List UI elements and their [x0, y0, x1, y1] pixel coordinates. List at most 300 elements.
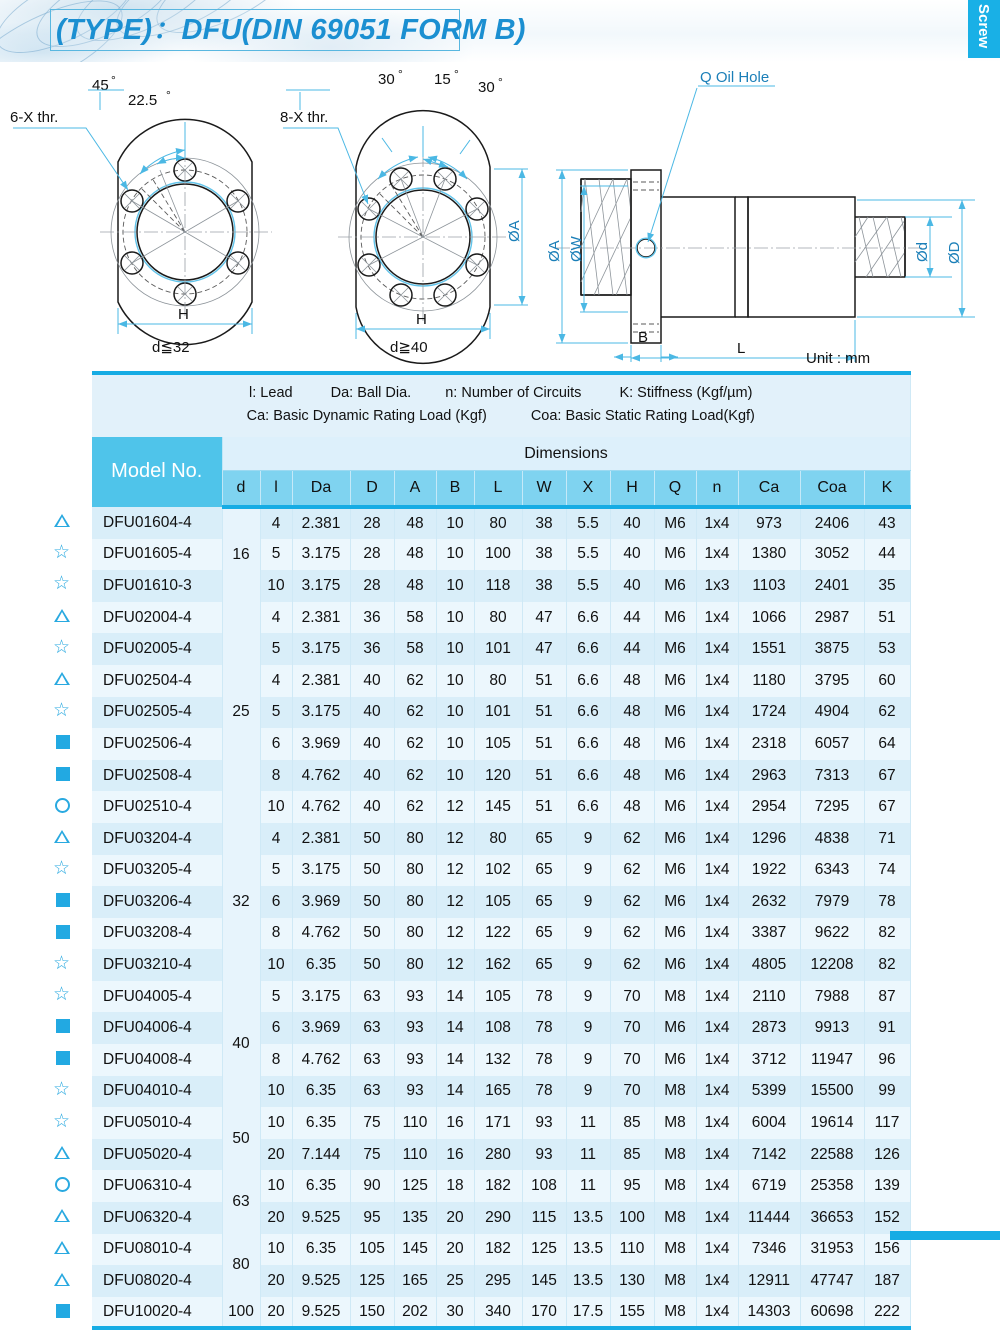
- table-row: [92, 570, 910, 602]
- cell-l: 20: [260, 1297, 292, 1329]
- cell-coa: 7988: [800, 981, 864, 1013]
- cell-coa: 15500: [800, 1076, 864, 1108]
- cell-d: 63: [350, 1076, 394, 1108]
- cell-ca: 5399: [738, 1076, 800, 1108]
- cell-x: 6.6: [566, 697, 610, 729]
- cell-ca: 14303: [738, 1297, 800, 1329]
- cell-l: 5: [260, 539, 292, 571]
- cell-a: 165: [394, 1265, 436, 1297]
- header-model-no: Model No.: [92, 437, 222, 507]
- cell-h: 62: [610, 949, 654, 981]
- cell-coa: 2406: [800, 507, 864, 539]
- cell-model-no: DFU02508-4: [92, 760, 222, 792]
- cell-l: 4: [260, 665, 292, 697]
- cell-da: 6.35: [292, 949, 350, 981]
- legend-ball-dia: Da: Ball Dia.: [330, 385, 412, 401]
- cell-b: 12: [436, 823, 474, 855]
- cell-k: 82: [864, 918, 910, 950]
- cell-coa: 11947: [800, 1044, 864, 1076]
- table-row: [92, 1107, 910, 1139]
- side-tab-label: Screw: [975, 4, 992, 49]
- cell-x: 9: [566, 1044, 610, 1076]
- header-dimensions: Dimensions: [222, 437, 910, 471]
- star-marker-icon: ☆: [52, 984, 70, 1006]
- cell-ca: 12911: [738, 1265, 800, 1297]
- caption-d-small: d≦32: [152, 339, 190, 356]
- cell-q: M6: [654, 760, 696, 792]
- cell-b: 12: [436, 855, 474, 887]
- header-col-b: B: [436, 471, 474, 507]
- square-marker-icon: [56, 767, 70, 781]
- cell-q: M6: [654, 602, 696, 634]
- spec-table: [92, 371, 911, 1330]
- cell-n: 1x4: [696, 1265, 738, 1297]
- cell-l: 10: [260, 1234, 292, 1266]
- h-label-small: H: [178, 306, 189, 323]
- cell-da: 7.144: [292, 1139, 350, 1171]
- cell-b: 16: [436, 1107, 474, 1139]
- cell-b: 12: [436, 886, 474, 918]
- cell-da: 3.175: [292, 981, 350, 1013]
- header-col-k: K: [864, 471, 910, 507]
- caption-d-large: d≧40: [390, 339, 428, 356]
- cell-n: 1x4: [696, 602, 738, 634]
- row-marker: [0, 1168, 92, 1200]
- cell-da: 6.35: [292, 1107, 350, 1139]
- header-col-q: Q: [654, 471, 696, 507]
- cell-x: 11: [566, 1170, 610, 1202]
- cell-k: 53: [864, 633, 910, 665]
- cell-k: 117: [864, 1107, 910, 1139]
- cell-d: 63: [350, 981, 394, 1013]
- angle-30-left-label: 30: [378, 71, 395, 88]
- triangle-marker-icon: [54, 514, 70, 527]
- cell-a: 62: [394, 791, 436, 823]
- cell-x: 6.6: [566, 728, 610, 760]
- cell-coa: 60698: [800, 1297, 864, 1329]
- cell-b: 10: [436, 602, 474, 634]
- table-row: [92, 697, 910, 729]
- cell-ca: 1103: [738, 570, 800, 602]
- cell-ca: 1296: [738, 823, 800, 855]
- star-marker-icon: ☆: [52, 1110, 70, 1132]
- cell-a: 80: [394, 918, 436, 950]
- cell-ca: 1066: [738, 602, 800, 634]
- cell-q: M6: [654, 855, 696, 887]
- cell-n: 1x4: [696, 1297, 738, 1329]
- cell-da: 3.969: [292, 886, 350, 918]
- legend-stiffness: K: Stiffness (Kgf/µm): [619, 385, 753, 401]
- cell-d: 40: [350, 665, 394, 697]
- row-marker: [0, 1232, 92, 1264]
- screw-thread-right: [855, 217, 905, 277]
- row-marker: [0, 695, 92, 727]
- square-marker-icon: [56, 1019, 70, 1033]
- cell-l: 295: [474, 1265, 522, 1297]
- cell-d: 75: [350, 1107, 394, 1139]
- table-row: [92, 1297, 910, 1329]
- cell-model-no: DFU03206-4: [92, 886, 222, 918]
- cell-l: 10: [260, 1107, 292, 1139]
- diameter-d-small-label: Ød: [914, 241, 931, 262]
- cell-d: 36: [350, 633, 394, 665]
- row-marker: [0, 1200, 92, 1232]
- legend-circuits: n: Number of Circuits: [445, 385, 582, 401]
- cell-da: 6.35: [292, 1170, 350, 1202]
- cell-model-no: DFU01604-4: [92, 507, 222, 539]
- cell-b: 20: [436, 1234, 474, 1266]
- cell-n: 1x4: [696, 791, 738, 823]
- cell-a: 125: [394, 1170, 436, 1202]
- cell-l: 5: [260, 981, 292, 1013]
- cell-h: 44: [610, 602, 654, 634]
- cell-x: 13.5: [566, 1265, 610, 1297]
- cell-b: 10: [436, 697, 474, 729]
- cell-d: 36: [350, 602, 394, 634]
- cell-w: 93: [522, 1139, 566, 1171]
- cell-a: 80: [394, 855, 436, 887]
- cell-x: 13.5: [566, 1234, 610, 1266]
- cell-k: 82: [864, 949, 910, 981]
- l-label: L: [737, 340, 746, 357]
- triangle-marker-icon: [54, 1241, 70, 1254]
- cell-h: 110: [610, 1234, 654, 1266]
- cell-q: M6: [654, 539, 696, 571]
- cell-k: 78: [864, 886, 910, 918]
- cell-w: 51: [522, 665, 566, 697]
- cell-model-no: DFU03204-4: [92, 823, 222, 855]
- cell-d: 28: [350, 570, 394, 602]
- cell-d: 63: [350, 1044, 394, 1076]
- cell-n: 1x4: [696, 539, 738, 571]
- cell-shaft-diameter: 40: [222, 981, 260, 1107]
- cell-a: 110: [394, 1139, 436, 1171]
- cell-da: 9.525: [292, 1265, 350, 1297]
- row-marker: [0, 1105, 92, 1137]
- cell-da: 6.35: [292, 1076, 350, 1108]
- cell-ca: 2110: [738, 981, 800, 1013]
- svg-text:°: °: [166, 88, 171, 102]
- cell-l: 6: [260, 1012, 292, 1044]
- cell-ca: 1551: [738, 633, 800, 665]
- cell-model-no: DFU04008-4: [92, 1044, 222, 1076]
- table-row: [92, 665, 910, 697]
- cell-b: 25: [436, 1265, 474, 1297]
- cell-x: 6.6: [566, 791, 610, 823]
- table-row: [92, 507, 910, 539]
- header-col-l: L: [474, 471, 522, 507]
- cell-b: 30: [436, 1297, 474, 1329]
- cell-d: 28: [350, 539, 394, 571]
- cell-d: 50: [350, 823, 394, 855]
- cell-h: 130: [610, 1265, 654, 1297]
- angle-22-5-label: 22.5: [128, 92, 158, 109]
- cell-x: 6.6: [566, 633, 610, 665]
- cell-l: 20: [260, 1265, 292, 1297]
- square-marker-icon: [56, 1304, 70, 1318]
- cell-coa: 4904: [800, 697, 864, 729]
- cell-l: 145: [474, 791, 522, 823]
- cell-a: 80: [394, 823, 436, 855]
- cell-w: 38: [522, 539, 566, 571]
- cell-x: 9: [566, 1012, 610, 1044]
- cell-k: 222: [864, 1297, 910, 1329]
- cell-h: 70: [610, 1076, 654, 1108]
- cell-a: 48: [394, 570, 436, 602]
- cell-l: 5: [260, 633, 292, 665]
- triangle-marker-icon: [54, 830, 70, 843]
- cell-x: 11: [566, 1107, 610, 1139]
- cell-shaft-diameter: 80: [222, 1234, 260, 1297]
- cell-w: 78: [522, 981, 566, 1013]
- svg-text:°: °: [498, 75, 503, 89]
- cell-b: 14: [436, 1012, 474, 1044]
- technical-drawings: [0, 62, 1000, 367]
- cell-h: 70: [610, 1044, 654, 1076]
- cell-ca: 3712: [738, 1044, 800, 1076]
- cell-h: 85: [610, 1107, 654, 1139]
- cell-x: 5.5: [566, 570, 610, 602]
- cell-q: M6: [654, 886, 696, 918]
- triangle-marker-icon: [54, 672, 70, 685]
- cell-l: 4: [260, 602, 292, 634]
- cell-x: 9: [566, 918, 610, 950]
- table-row: [92, 949, 910, 981]
- header-col-w: W: [522, 471, 566, 507]
- cell-l: 8: [260, 918, 292, 950]
- header-col-ca: Ca: [738, 471, 800, 507]
- cell-d: 28: [350, 507, 394, 539]
- header-row-group: [92, 437, 910, 471]
- cell-l: 10: [260, 791, 292, 823]
- marker-column: [0, 505, 92, 1326]
- cell-model-no: DFU04005-4: [92, 981, 222, 1013]
- header-col-h: H: [610, 471, 654, 507]
- legend-static-load: Coa: Basic Static Rating Load(Kgf): [530, 408, 755, 425]
- svg-text:°: °: [454, 67, 459, 81]
- row-marker: [0, 1042, 92, 1074]
- cell-x: 6.6: [566, 665, 610, 697]
- cell-da: 3.175: [292, 855, 350, 887]
- cell-d: 90: [350, 1170, 394, 1202]
- cell-d: 40: [350, 728, 394, 760]
- row-marker: [0, 758, 92, 790]
- cell-l: 182: [474, 1170, 522, 1202]
- cell-da: 2.381: [292, 507, 350, 539]
- triangle-marker-icon: [54, 1146, 70, 1159]
- row-marker: [0, 568, 92, 600]
- cell-d: 125: [350, 1265, 394, 1297]
- cell-n: 1x4: [696, 1076, 738, 1108]
- cell-da: 4.762: [292, 791, 350, 823]
- side-tab-screw[interactable]: [968, 0, 1000, 58]
- cell-q: M8: [654, 1139, 696, 1171]
- cell-a: 202: [394, 1297, 436, 1329]
- cell-n: 1x4: [696, 507, 738, 539]
- cell-x: 9: [566, 855, 610, 887]
- cell-model-no: DFU01605-4: [92, 539, 222, 571]
- cell-l: 132: [474, 1044, 522, 1076]
- cell-h: 48: [610, 697, 654, 729]
- cell-coa: 7979: [800, 886, 864, 918]
- cell-h: 48: [610, 760, 654, 792]
- page-title: (TYPE)：DFU(DIN 69051 FORM B): [56, 14, 526, 46]
- row-marker: [0, 1137, 92, 1169]
- cell-w: 38: [522, 570, 566, 602]
- cell-ca: 2954: [738, 791, 800, 823]
- cell-w: 93: [522, 1107, 566, 1139]
- row-marker: [0, 726, 92, 758]
- star-marker-icon: ☆: [52, 636, 70, 658]
- cell-l: 100: [474, 539, 522, 571]
- cell-model-no: DFU01610-3: [92, 570, 222, 602]
- cell-l: 4: [260, 823, 292, 855]
- cell-l: 171: [474, 1107, 522, 1139]
- cell-a: 80: [394, 949, 436, 981]
- cell-da: 4.762: [292, 1044, 350, 1076]
- cell-l: 5: [260, 697, 292, 729]
- cell-l: 4: [260, 507, 292, 539]
- row-marker: [0, 1295, 92, 1327]
- cell-h: 48: [610, 665, 654, 697]
- cell-q: M6: [654, 665, 696, 697]
- cell-coa: 47747: [800, 1265, 864, 1297]
- cell-b: 10: [436, 570, 474, 602]
- cell-coa: 31953: [800, 1234, 864, 1266]
- cell-x: 9: [566, 949, 610, 981]
- cell-h: 40: [610, 570, 654, 602]
- table-row: [92, 602, 910, 634]
- cell-q: M8: [654, 981, 696, 1013]
- cell-h: 40: [610, 507, 654, 539]
- triangle-marker-icon: [54, 1209, 70, 1222]
- angle-30-right-label: 30: [478, 79, 495, 96]
- row-marker: [0, 537, 92, 569]
- cell-coa: 2987: [800, 602, 864, 634]
- cell-q: M8: [654, 1107, 696, 1139]
- cell-model-no: DFU06310-4: [92, 1170, 222, 1202]
- cell-b: 10: [436, 633, 474, 665]
- cell-b: 14: [436, 981, 474, 1013]
- cell-a: 93: [394, 1012, 436, 1044]
- star-marker-icon: ☆: [52, 573, 70, 595]
- header-col-x: X: [566, 471, 610, 507]
- cell-da: 3.175: [292, 570, 350, 602]
- footer-accent-bar: [890, 1231, 1000, 1240]
- cell-a: 93: [394, 1044, 436, 1076]
- cell-w: 51: [522, 728, 566, 760]
- circle-marker-icon: [55, 1177, 70, 1192]
- cell-n: 1x4: [696, 1044, 738, 1076]
- cell-a: 62: [394, 665, 436, 697]
- cell-l: 102: [474, 855, 522, 887]
- cell-l: 105: [474, 886, 522, 918]
- cell-h: 48: [610, 791, 654, 823]
- cell-b: 10: [436, 665, 474, 697]
- cell-a: 135: [394, 1202, 436, 1234]
- cell-n: 1x3: [696, 570, 738, 602]
- table-row: [92, 760, 910, 792]
- cell-b: 18: [436, 1170, 474, 1202]
- spec-table-body: [92, 507, 910, 1328]
- cell-da: 3.175: [292, 697, 350, 729]
- oil-hole-label: Q Oil Hole: [700, 69, 770, 86]
- cell-b: 20: [436, 1202, 474, 1234]
- cell-l: 20: [260, 1139, 292, 1171]
- cell-n: 1x4: [696, 1139, 738, 1171]
- cell-k: 44: [864, 539, 910, 571]
- cell-x: 5.5: [566, 507, 610, 539]
- cell-b: 10: [436, 728, 474, 760]
- square-marker-icon: [56, 925, 70, 939]
- cell-shaft-diameter: 25: [222, 602, 260, 823]
- cell-k: 139: [864, 1170, 910, 1202]
- cell-a: 62: [394, 760, 436, 792]
- cell-coa: 6057: [800, 728, 864, 760]
- header-col-coa: Coa: [800, 471, 864, 507]
- thread-label-6x: 6-X thr.: [10, 109, 59, 126]
- row-marker: [0, 821, 92, 853]
- cell-ca: 6004: [738, 1107, 800, 1139]
- cell-l: 10: [260, 570, 292, 602]
- cell-coa: 9622: [800, 918, 864, 950]
- cell-b: 12: [436, 791, 474, 823]
- cell-l: 290: [474, 1202, 522, 1234]
- row-marker: [0, 1074, 92, 1106]
- cell-b: 14: [436, 1076, 474, 1108]
- cell-d: 150: [350, 1297, 394, 1329]
- cell-l: 20: [260, 1202, 292, 1234]
- cell-n: 1x4: [696, 1170, 738, 1202]
- svg-text:°: °: [111, 73, 116, 87]
- cell-coa: 2401: [800, 570, 864, 602]
- cell-da: 4.762: [292, 760, 350, 792]
- cell-ca: 7142: [738, 1139, 800, 1171]
- cell-l: 5: [260, 855, 292, 887]
- cell-l: 80: [474, 823, 522, 855]
- cell-w: 51: [522, 697, 566, 729]
- cell-k: 91: [864, 1012, 910, 1044]
- cell-coa: 36653: [800, 1202, 864, 1234]
- cell-ca: 1180: [738, 665, 800, 697]
- cell-model-no: DFU06320-4: [92, 1202, 222, 1234]
- cell-ca: 1922: [738, 855, 800, 887]
- page-header: [0, 0, 1000, 62]
- cell-ca: 2963: [738, 760, 800, 792]
- cell-shaft-diameter: 16: [222, 507, 260, 602]
- cell-da: 2.381: [292, 665, 350, 697]
- cell-ca: 1380: [738, 539, 800, 571]
- svg-text:°: °: [398, 67, 403, 81]
- cell-d: 40: [350, 760, 394, 792]
- cell-l: 6: [260, 886, 292, 918]
- cell-k: 35: [864, 570, 910, 602]
- cell-coa: 3875: [800, 633, 864, 665]
- cell-model-no: DFU10020-4: [92, 1297, 222, 1329]
- cell-d: 63: [350, 1012, 394, 1044]
- table-row: [92, 1265, 910, 1297]
- cell-d: 50: [350, 918, 394, 950]
- table-row: [92, 1202, 910, 1234]
- cell-da: 3.969: [292, 728, 350, 760]
- star-marker-icon: ☆: [52, 699, 70, 721]
- cell-q: M6: [654, 1012, 696, 1044]
- cell-d: 40: [350, 791, 394, 823]
- cell-q: M6: [654, 633, 696, 665]
- cell-w: 65: [522, 918, 566, 950]
- cell-model-no: DFU02506-4: [92, 728, 222, 760]
- diameter-a-label: ØA: [546, 240, 563, 262]
